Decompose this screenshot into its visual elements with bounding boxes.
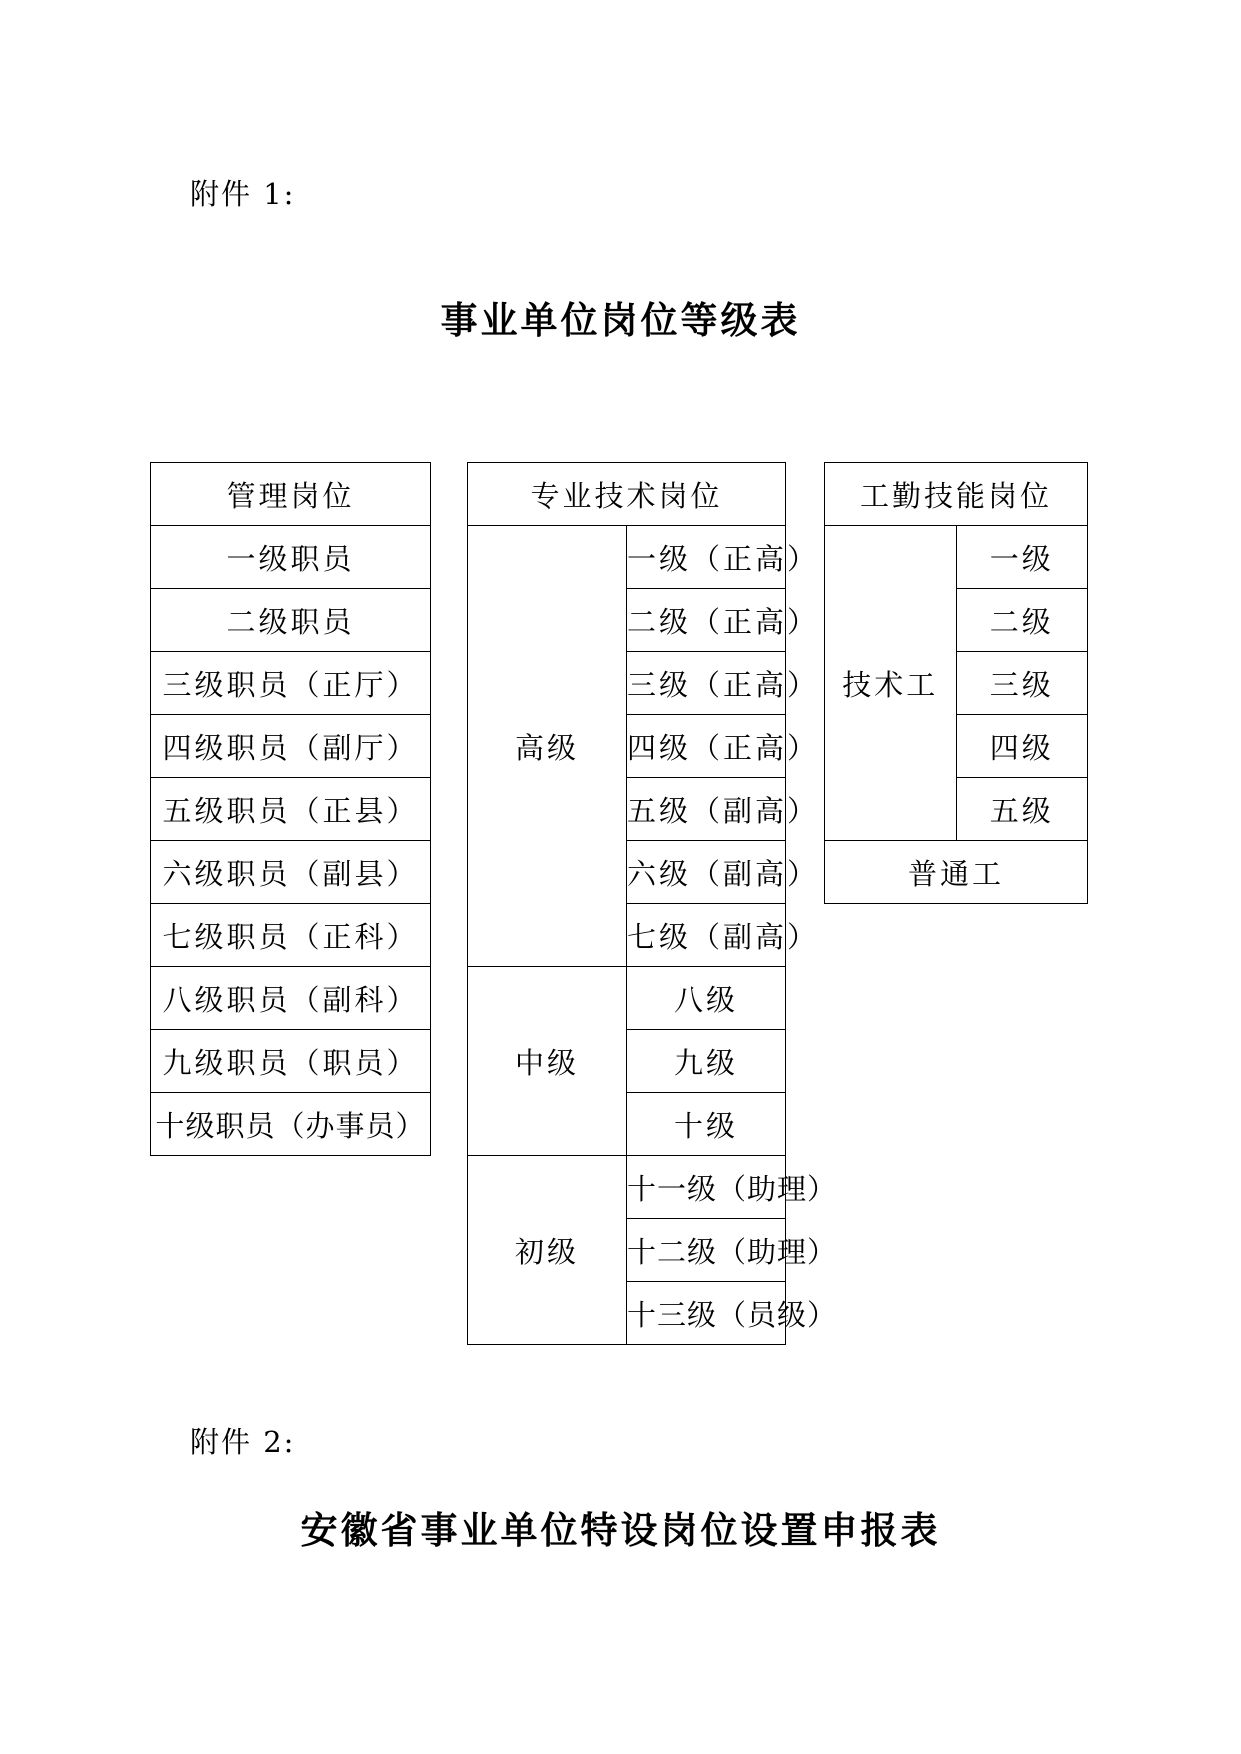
management-row: 二级职员	[151, 589, 431, 652]
attachment-1-label: 附件 1:	[190, 177, 296, 211]
grade-table-title: 事业单位岗位等级表	[440, 299, 801, 342]
technical-row: 四级（正高）	[627, 715, 786, 778]
technical-group-junior: 初级	[468, 1156, 627, 1345]
management-row: 七级职员（正科）	[151, 904, 431, 967]
technical-row: 十级	[627, 1093, 786, 1156]
technical-row: 三级（正高）	[627, 652, 786, 715]
management-row: 四级职员（副厅）	[151, 715, 431, 778]
management-row: 一级职员	[151, 526, 431, 589]
worker-row: 四级	[956, 715, 1088, 778]
worker-row: 二级	[956, 589, 1088, 652]
technical-row: 二级（正高）	[627, 589, 786, 652]
worker-positions-table	[824, 462, 1088, 904]
technical-group-intermediate: 中级	[468, 967, 627, 1156]
worker-row: 五级	[956, 778, 1088, 841]
worker-group-technician: 技术工	[825, 526, 957, 841]
management-row: 十级职员（办事员）	[151, 1093, 431, 1156]
technical-header: 专业技术岗位	[468, 463, 786, 526]
technical-row: 七级（副高）	[627, 904, 786, 967]
special-post-form-title: 安徽省事业单位特设岗位设置申报表	[300, 1509, 941, 1552]
technical-row: 五级（副高）	[627, 778, 786, 841]
management-row: 八级职员（副科）	[151, 967, 431, 1030]
technical-row: 十三级（员级）	[627, 1282, 786, 1345]
management-positions-table	[150, 462, 431, 1156]
technical-row: 九级	[627, 1030, 786, 1093]
worker-footer-general: 普通工	[825, 841, 1088, 904]
management-row: 五级职员（正县）	[151, 778, 431, 841]
worker-row: 一级	[956, 526, 1088, 589]
technical-group-senior: 高级	[468, 526, 627, 967]
technical-row: 十二级（助理）	[627, 1219, 786, 1282]
worker-header: 工勤技能岗位	[825, 463, 1088, 526]
technical-positions-table	[467, 462, 838, 1345]
technical-row: 一级（正高）	[627, 526, 786, 589]
technical-row: 六级（副高）	[627, 841, 786, 904]
management-row: 三级职员（正厅）	[151, 652, 431, 715]
worker-row: 三级	[956, 652, 1088, 715]
technical-row: 八级	[627, 967, 786, 1030]
attachment-2-label: 附件 2:	[190, 1425, 296, 1459]
management-row: 九级职员（职员）	[151, 1030, 431, 1093]
management-header: 管理岗位	[151, 463, 431, 526]
management-row: 六级职员（副县）	[151, 841, 431, 904]
technical-row: 十一级（助理）	[627, 1156, 786, 1219]
